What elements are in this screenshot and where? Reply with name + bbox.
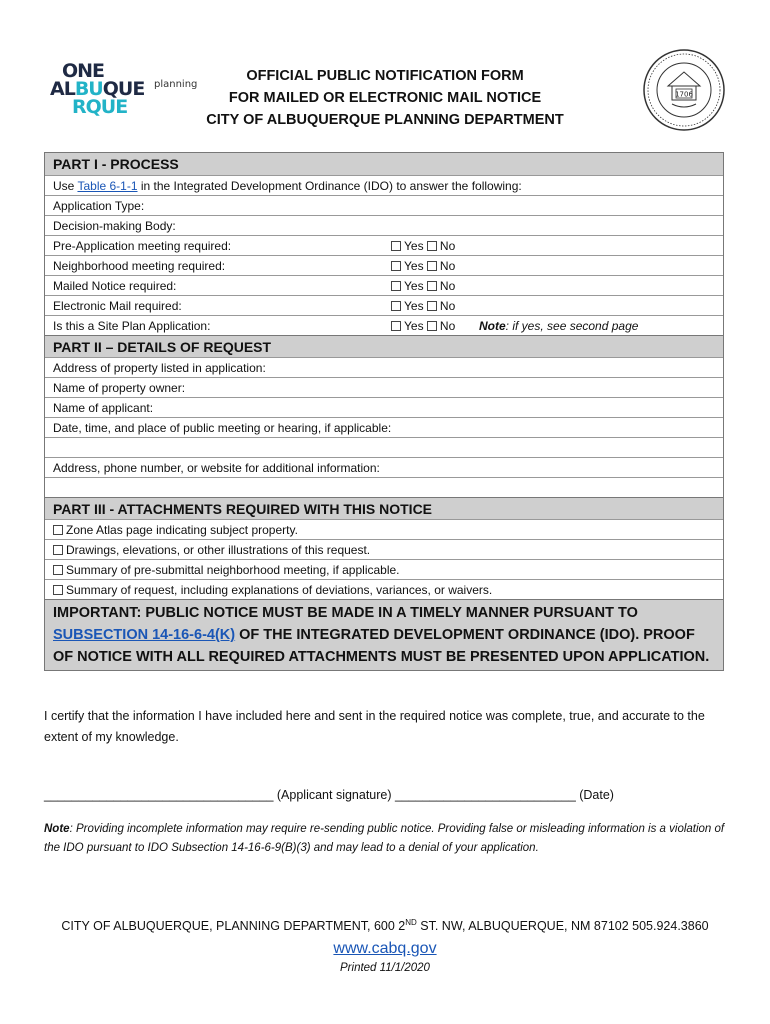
no-label: No (439, 259, 456, 273)
yes-checkbox[interactable] (391, 321, 401, 331)
form-title-block (180, 65, 590, 131)
footnote-label: Note (44, 823, 70, 835)
site-plan-options (391, 316, 455, 336)
important-text-b: OF THE INTEGRATED DEVELOPMENT ORDINANCE (IDO). PROOF OF NOTICE WITH ALL REQUIRED ATTACHMENTS MUST BE PRESENTED UPON APPLICATION. (53, 627, 710, 665)
important-notice (45, 599, 723, 670)
pre-application-label: Pre-Application meeting required: (53, 239, 232, 253)
yes-label: Yes (404, 239, 424, 253)
yes-checkbox[interactable] (391, 241, 401, 251)
footnote-text: : Providing incomplete information may require re-sending public notice. Providing false or misleading information is a violation of the IDO pursuant to IDO Subsection 14-16-6-9(B)(3) and may lead to a denial of your application. (44, 823, 725, 854)
note-text: : if yes, see second page (505, 319, 639, 333)
important-text-a: IMPORTANT: PUBLIC NOTICE MUST BE MADE IN A TIMELY MANNER PURSUANT TO (53, 605, 638, 621)
drawings-label: Drawings, elevations, or other illustrations of this request. (66, 543, 371, 557)
electronic-mail-row (45, 295, 723, 315)
meeting-summary-label: Summary of pre-submittal neighborhood meeting, if applicable. (66, 563, 400, 577)
attachment-zone-atlas (45, 519, 723, 539)
form-title-line-2: FOR MAILED OR ELECTRONIC MAIL NOTICE (228, 90, 542, 106)
printed-date: Printed 11/1/2020 (340, 962, 430, 974)
department-address (30, 918, 740, 933)
yes-label: Yes (404, 279, 424, 293)
applicant-signature-label: (Applicant signature) (273, 788, 396, 802)
form-title-line-3: CITY OF ALBUQUERQUE PLANNING DEPARTMENT (206, 112, 564, 128)
form-title-line-1: OFFICIAL PUBLIC NOTIFICATION FORM (246, 68, 524, 84)
mailed-notice-label: Mailed Notice required: (53, 279, 177, 293)
contact-info-field[interactable]: Address, phone number, or website for additional information: (45, 457, 723, 477)
part3-heading: PART III - ATTACHMENTS REQUIRED WITH THIS NOTICE (45, 497, 723, 519)
site-plan-note (479, 316, 638, 336)
property-address-field[interactable]: Address of property listed in application: (45, 357, 723, 377)
applicant-name-field[interactable]: Name of applicant: (45, 397, 723, 417)
part1-instruction (45, 175, 723, 195)
application-type-field[interactable]: Application Type: (45, 195, 723, 215)
neighborhood-meeting-row (45, 255, 723, 275)
request-summary-checkbox[interactable] (53, 585, 63, 595)
no-label: No (439, 319, 456, 333)
logo-al: AL (50, 78, 75, 100)
meeting-summary-checkbox[interactable] (53, 565, 63, 575)
yes-label: Yes (404, 319, 424, 333)
request-summary-label: Summary of request, including explanations of deviations, variances, or waivers. (66, 583, 493, 597)
no-checkbox[interactable] (427, 321, 437, 331)
zone-atlas-label: Zone Atlas page indicating subject property. (66, 523, 298, 537)
notification-form-table (44, 152, 724, 671)
city-seal-icon (642, 48, 726, 132)
meeting-details-continuation[interactable] (45, 437, 723, 457)
address-sup: ND (405, 918, 417, 927)
logo-line-3: RQUE (72, 96, 128, 118)
site-plan-label: Is this a Site Plan Application: (53, 319, 211, 333)
no-label: No (439, 299, 456, 313)
instruction-suffix: in the Integrated Development Ordinance (IDO) to answer the following: (137, 179, 522, 193)
instruction-prefix: Use (53, 179, 78, 193)
pre-application-row (45, 235, 723, 255)
seal-year: 1706 (675, 90, 693, 99)
yes-label: Yes (404, 259, 424, 273)
neighborhood-meeting-label: Neighborhood meeting required: (53, 259, 226, 273)
signature-line (44, 788, 734, 802)
note-label: Note (479, 319, 506, 333)
property-owner-field[interactable]: Name of property owner: (45, 377, 723, 397)
date-field[interactable]: __________________________ (395, 788, 576, 802)
no-label: No (439, 239, 456, 253)
no-label: No (439, 279, 456, 293)
logo-bu: BU (74, 78, 103, 100)
site-plan-row (45, 315, 723, 335)
yes-checkbox[interactable] (391, 301, 401, 311)
yes-checkbox[interactable] (391, 281, 401, 291)
no-checkbox[interactable] (427, 241, 437, 251)
no-checkbox[interactable] (427, 301, 437, 311)
attachment-request-summary (45, 579, 723, 599)
table-6-1-1-link[interactable]: Table 6-1-1 (77, 179, 138, 193)
no-checkbox[interactable] (427, 281, 437, 291)
footnote (44, 820, 734, 858)
yes-checkbox[interactable] (391, 261, 401, 271)
electronic-mail-label: Electronic Mail required: (53, 299, 182, 313)
decision-body-field[interactable]: Decision-making Body: (45, 215, 723, 235)
one-albuquerque-logo (50, 62, 200, 122)
mailed-notice-row (45, 275, 723, 295)
logo-planning: planning (154, 79, 198, 90)
attachment-meeting-summary (45, 559, 723, 579)
part2-heading: PART II – DETAILS OF REQUEST (45, 335, 723, 357)
no-checkbox[interactable] (427, 261, 437, 271)
neighborhood-meeting-options (391, 256, 455, 276)
logo-que: QUE (102, 78, 145, 100)
address-part-a: CITY OF ALBUQUERQUE, PLANNING DEPARTMENT, 600 2 (61, 919, 406, 934)
address-part-b: ST. NW, ALBUQUERQUE, NM 87102 505.924.3860 (416, 919, 709, 934)
zone-atlas-checkbox[interactable] (53, 525, 63, 535)
contact-info-continuation[interactable] (45, 477, 723, 497)
electronic-mail-options (391, 296, 455, 316)
date-label: (Date) (575, 788, 614, 802)
meeting-details-field[interactable]: Date, time, and place of public meeting or hearing, if applicable: (45, 417, 723, 437)
attachment-drawings (45, 539, 723, 559)
mailed-notice-options (391, 276, 455, 296)
subsection-link[interactable]: SUBSECTION 14-16-6-4(K) (53, 627, 236, 643)
part1-heading: PART I - PROCESS (45, 153, 723, 175)
logo-line-1: ONE (62, 60, 105, 82)
website-link[interactable]: www.cabq.gov (333, 940, 437, 957)
applicant-signature-field[interactable]: _________________________________ (44, 788, 274, 802)
pre-application-options (391, 236, 455, 256)
certification-statement: I certify that the information I have included here and sent in the required notice was complete, true, and accurate to the extent of my knowledge. (44, 709, 705, 744)
yes-label: Yes (404, 299, 424, 313)
drawings-checkbox[interactable] (53, 545, 63, 555)
